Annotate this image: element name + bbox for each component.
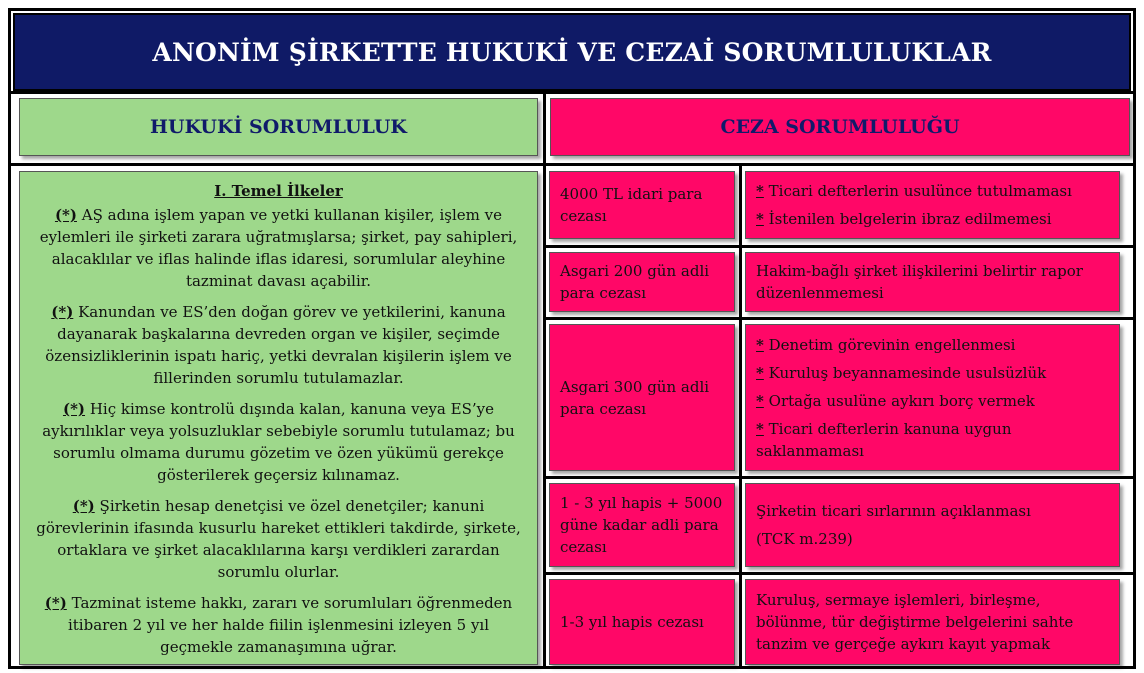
act-item: * Kuruluş beyannamesinde usulsüzlük	[756, 363, 1047, 382]
star-marker: *	[756, 335, 764, 354]
divider	[11, 163, 1133, 166]
divider	[543, 317, 1133, 320]
act-cell	[745, 171, 1120, 239]
act-cell	[745, 579, 1120, 665]
act-item: * Ticari defterlerin usulünce tutulmaması	[756, 182, 1072, 200]
bullet-marker: (*)	[62, 400, 86, 418]
civil-paragraph: (*) Tazminat isteme hakkı, zararı ve sorumluları öğrenmeden itibaren 2 yıl ve her halde fiilin işlenmesini izleyen 5 yıl geçmekle zamanaşımına uğrar.	[44, 594, 513, 656]
act-item: * Ticari defterlerin kanuna uygun saklanmaması	[756, 419, 1012, 460]
star-marker: *	[756, 391, 764, 410]
act-cell	[745, 252, 1120, 312]
star-marker: *	[756, 419, 764, 438]
page-title: ANONİM ŞİRKETTE HUKUKİ VE CEZAİ SORUMLULUKLAR	[13, 13, 1131, 91]
act-cell	[745, 483, 1120, 567]
divider	[739, 163, 742, 667]
act-item: Şirketin ticari sırlarının açıklanması	[756, 502, 1031, 520]
civil-paragraph: (*) Hiç kimse kontrolü dışında kalan, kanuna veya ES’ye aykırılıklar veya yolsuzluklar sebebiyle sorumlu tutulamaz; bu sorumlu olmama durumu gözetim ve özen yükümü gerekçe gösterilerek geçersiz kılınamaz.	[42, 400, 515, 484]
bullet-marker: (*)	[44, 594, 67, 612]
divider	[543, 572, 1133, 575]
basic-principles-heading: I. Temel İlkeler	[214, 182, 343, 200]
civil-paragraph: (*) Kanundan ve ES’den doğan görev ve yetkilerini, kanuna dayanarak başkalarına devreden organ ve kişiler, seçimde özensizliklerinin ispatı hariç, yetki devralan kişilerin işlem ve fillerinden sorumlu tutulamazlar.	[45, 303, 512, 387]
act-item: * Denetim görevinin engellenmesi	[756, 335, 1016, 354]
divider	[11, 91, 1133, 94]
star-marker: *	[756, 363, 764, 382]
penalty-cell: Asgari 300 gün adli para cezası	[549, 324, 735, 471]
bullet-marker: (*)	[51, 303, 74, 321]
civil-liability-header: HUKUKİ SORUMLULUK	[19, 98, 538, 156]
civil-paragraph: (*) AŞ adına işlem yapan ve yetki kullanan kişiler, işlem ve eylemleri ile şirketi zarara uğratmışlarsa; şirket, pay sahipleri, alacaklılar ve iflas halinde iflas idaresi, sorumlular aleyhine tazminat davası açabilir.	[39, 206, 518, 290]
divider	[543, 245, 1133, 248]
act-item: Kuruluş, sermaye işlemleri, birleşme, bölünme, tür değiştirme belgelerini sahte tanzim ve gerçeğe aykırı kayıt yapmak	[756, 591, 1074, 653]
bullet-marker: (*)	[54, 206, 77, 224]
penalty-cell: 4000 TL idari para cezası	[549, 171, 735, 239]
act-cell	[745, 324, 1120, 471]
civil-paragraph: (*) Şirketin hesap denetçisi ve özel denetçiler; kanuni görevlerinin ifasında kusurlu hareket ettikleri takdirde, şirkete, ortaklara ve şirket alacaklılarına karşı verdikleri zarardan sorumlu olurlar.	[36, 497, 521, 581]
bullet-marker: (*)	[72, 497, 95, 515]
act-item: Hakim-bağlı şirket ilişkilerini belirtir rapor düzenlenmemesi	[756, 262, 1083, 302]
divider	[543, 91, 546, 667]
penalty-cell: 1-3 yıl hapis cezası	[549, 579, 735, 665]
penalty-cell: 1 - 3 yıl hapis + 5000 güne kadar adli para cezası	[549, 483, 735, 567]
civil-liability-panel	[19, 171, 538, 665]
act-item: * Ortağa usulüne aykırı borç vermek	[756, 391, 1035, 410]
star-marker: *	[756, 210, 764, 228]
act-item: (TCK m.239)	[756, 530, 853, 548]
star-marker: *	[756, 182, 764, 200]
act-item: * İstenilen belgelerin ibraz edilmemesi	[756, 210, 1052, 228]
penalty-cell: Asgari 200 gün adli para cezası	[549, 252, 735, 312]
divider	[543, 476, 1133, 479]
criminal-liability-header: CEZA SORUMLULUĞU	[550, 98, 1130, 156]
